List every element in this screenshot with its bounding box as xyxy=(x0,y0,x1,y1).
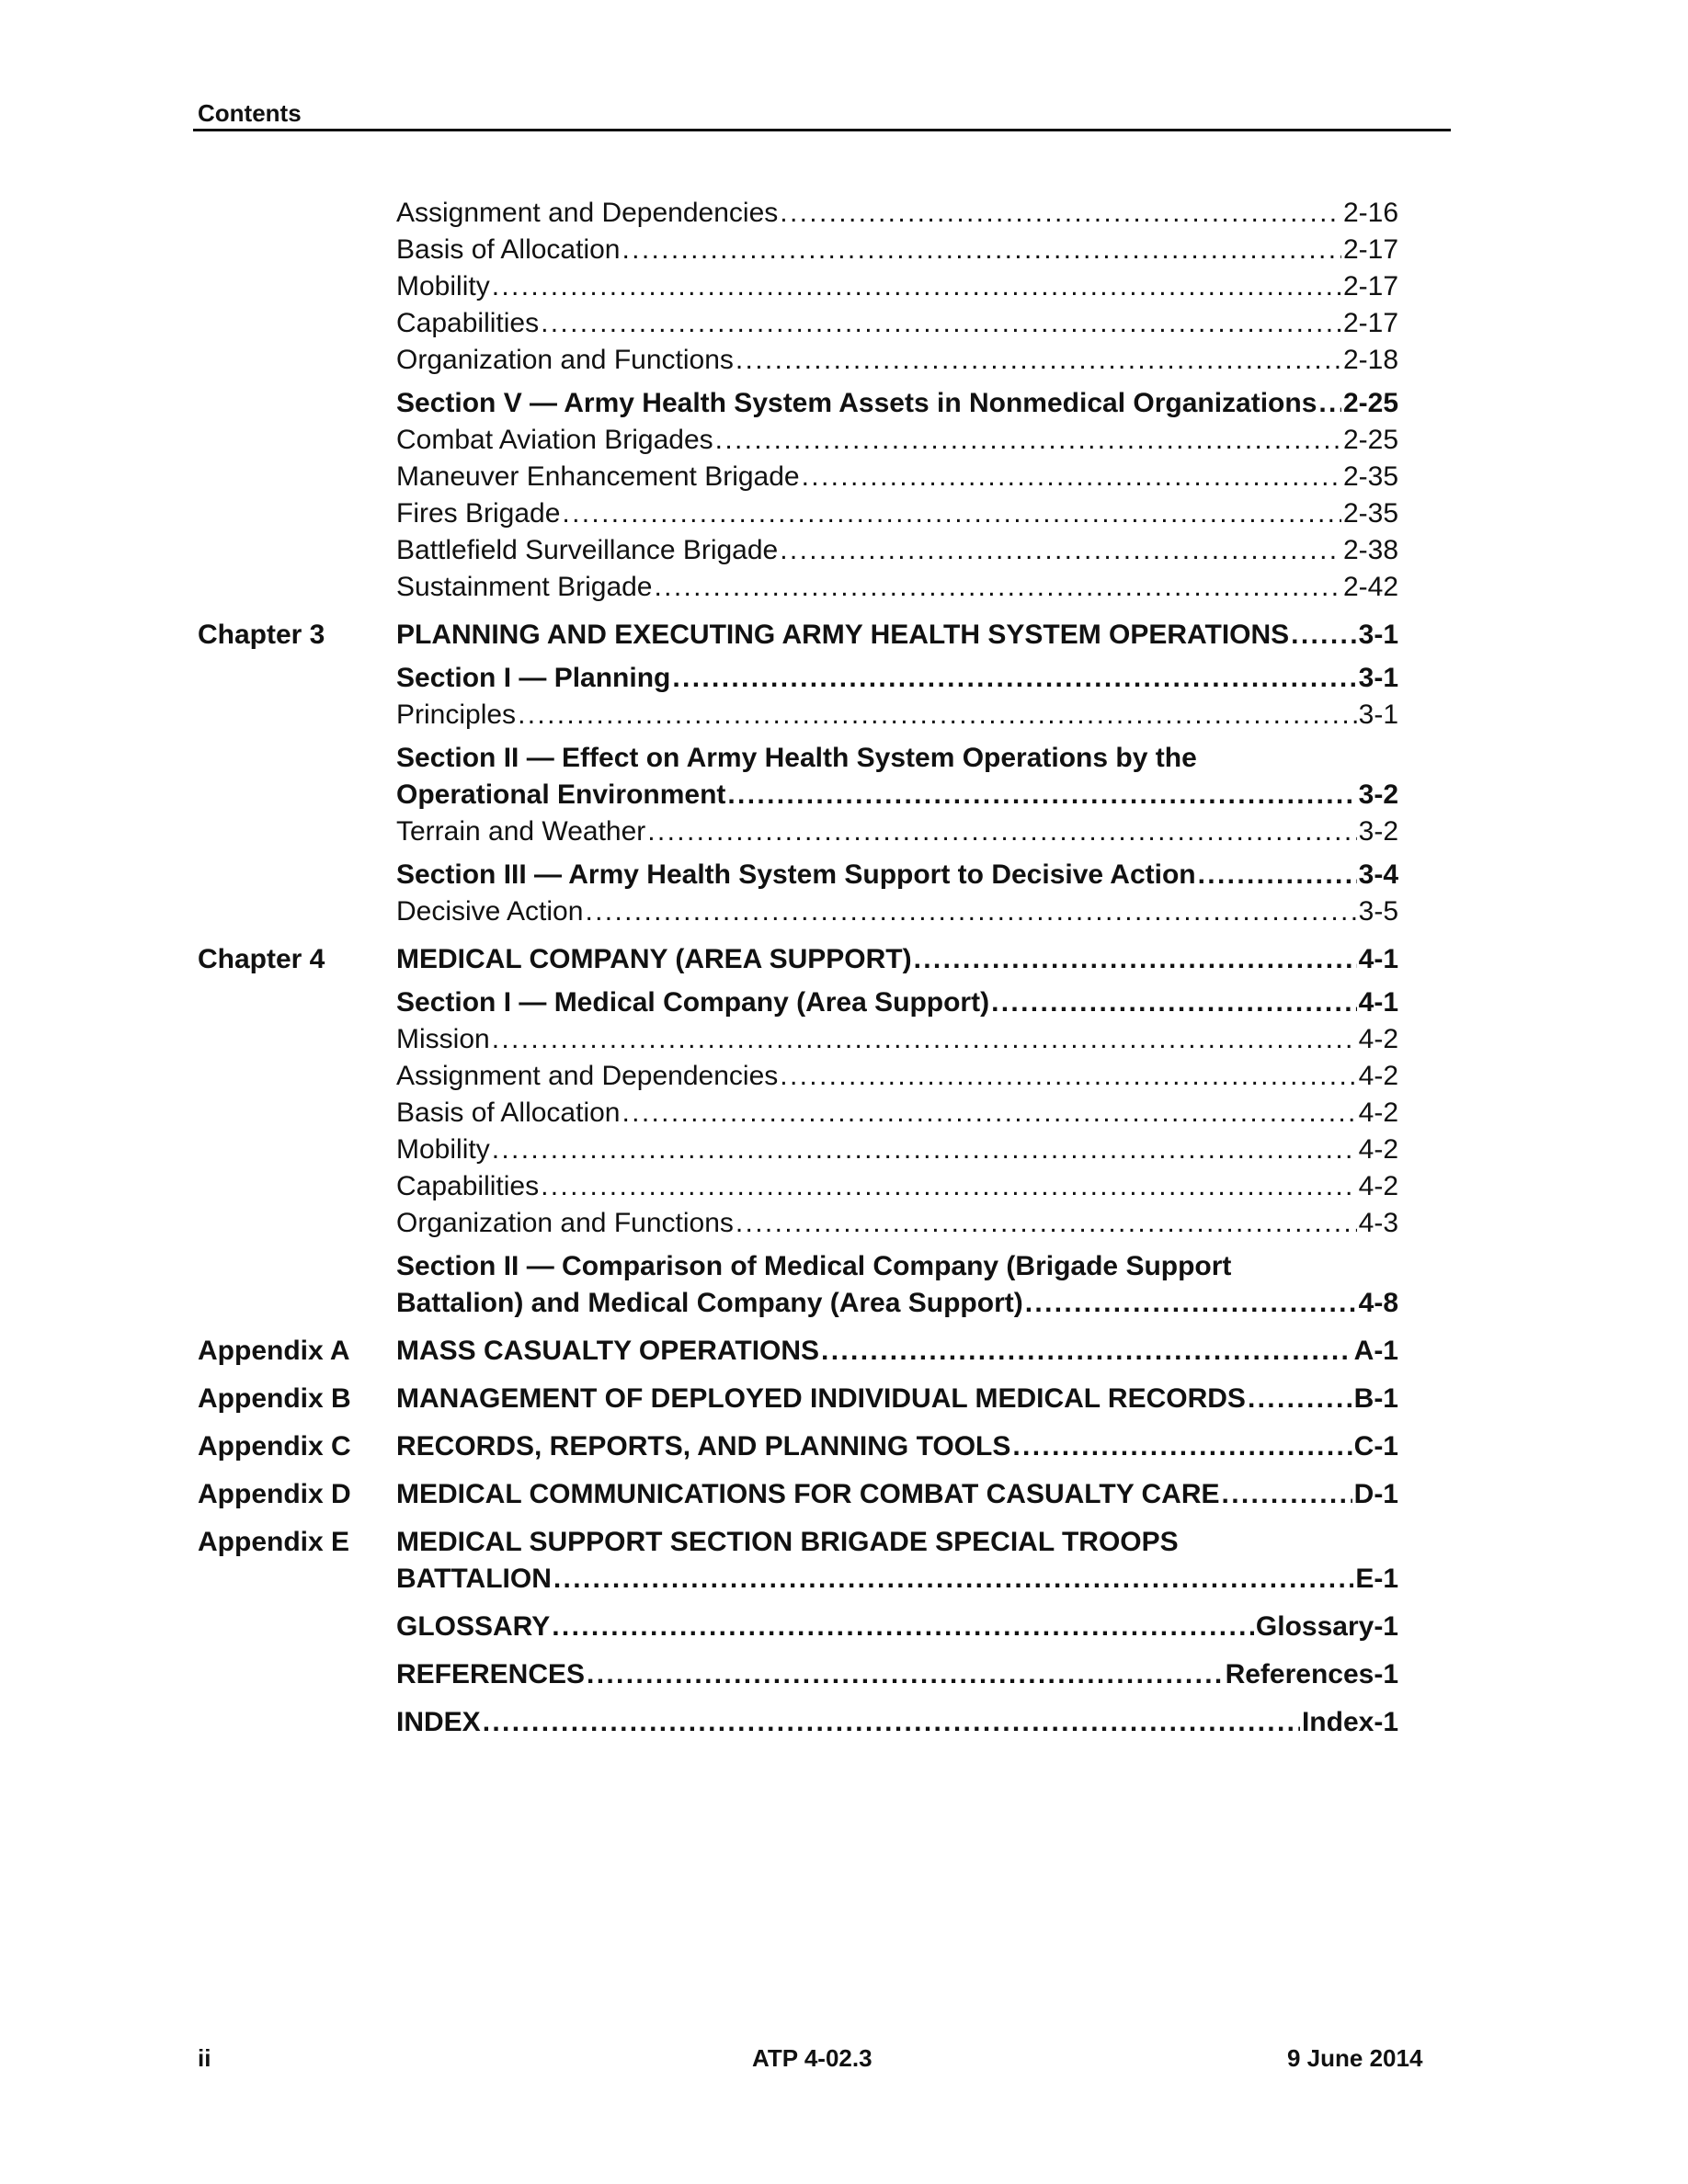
toc-entry-page: 4-2 xyxy=(1358,1061,1398,1091)
dot-leader xyxy=(1198,857,1357,893)
toc-entry-title: Sustainment Brigade xyxy=(396,572,653,602)
toc-section-entry[interactable] xyxy=(198,740,1398,813)
toc-entry-title: Assignment and Dependencies xyxy=(396,1061,779,1091)
dot-leader xyxy=(1012,1428,1352,1465)
toc-backmatter-entry[interactable] xyxy=(198,1704,1398,1741)
toc-entry-title: REFERENCES xyxy=(396,1659,586,1689)
toc-entry-page: 2-17 xyxy=(1342,308,1398,338)
toc-entry-page: D-1 xyxy=(1353,1479,1398,1509)
toc-entry-page: 2-25 xyxy=(1342,425,1398,455)
toc-entry-title: MANAGEMENT OF DEPLOYED INDIVIDUAL MEDICAL RECORDS xyxy=(396,1383,1246,1414)
toc-entry-label: Appendix A xyxy=(198,1336,350,1366)
dot-leader xyxy=(727,777,1356,813)
toc-entry-label: Appendix B xyxy=(198,1383,351,1414)
toc-entry[interactable] xyxy=(198,569,1398,606)
toc-entry-title: MEDICAL COMMUNICATIONS FOR COMBAT CASUALTY CARE xyxy=(396,1479,1220,1509)
dot-leader xyxy=(587,1656,1224,1693)
toc-entry-title: Section I — Planning xyxy=(396,663,671,693)
toc-entry-page: 4-2 xyxy=(1358,1098,1398,1128)
toc-entry-title-line1: Section II — Effect on Army Health System Operations by the xyxy=(396,743,1197,773)
toc-entry-title: MASS CASUALTY OPERATIONS xyxy=(396,1336,820,1366)
toc-entry[interactable] xyxy=(198,495,1398,532)
toc-section-entry[interactable] xyxy=(198,984,1398,1021)
dot-leader xyxy=(518,697,1357,734)
toc-entry-title: Section I — Medical Company (Area Support) xyxy=(396,987,990,1018)
toc-entry-page: Glossary-1 xyxy=(1255,1611,1398,1642)
toc-appendix-entry[interactable] xyxy=(198,1524,1398,1598)
toc-entry-page: B-1 xyxy=(1353,1383,1398,1414)
toc-entry-page: 2-18 xyxy=(1342,345,1398,375)
dot-leader xyxy=(553,1561,1353,1598)
toc-entry-page: 4-1 xyxy=(1358,987,1398,1018)
toc-entry-page: 2-17 xyxy=(1342,234,1398,265)
toc-entry-page: 2-25 xyxy=(1342,388,1398,418)
toc-entry[interactable] xyxy=(198,1168,1398,1205)
toc-entry[interactable] xyxy=(198,459,1398,495)
dot-leader xyxy=(780,532,1341,569)
toc-section-entry[interactable] xyxy=(198,1248,1398,1322)
toc-entry-page: 4-3 xyxy=(1358,1208,1398,1238)
footer-page-number: ii xyxy=(198,2044,211,2072)
dot-leader xyxy=(1248,1381,1352,1417)
toc-appendix-entry[interactable] xyxy=(198,1428,1398,1465)
toc-entry-label: Chapter 4 xyxy=(198,944,325,974)
dot-leader xyxy=(672,660,1356,697)
footer-publication-id: ATP 4-02.3 xyxy=(752,2044,873,2072)
toc-entry[interactable] xyxy=(198,1021,1398,1058)
toc-entry[interactable] xyxy=(198,813,1398,850)
toc-entry[interactable] xyxy=(198,305,1398,342)
toc-entry-page: 3-5 xyxy=(1358,896,1398,927)
toc-backmatter-entry[interactable] xyxy=(198,1656,1398,1693)
dot-leader xyxy=(655,569,1341,606)
toc-entry-title: Capabilities xyxy=(396,308,540,338)
running-header-title: Contents xyxy=(198,99,302,127)
toc-entry[interactable] xyxy=(198,1205,1398,1242)
toc-entry-title: Organization and Functions xyxy=(396,1208,734,1238)
toc-entry-page: 3-1 xyxy=(1358,620,1398,650)
toc-entry-page: C-1 xyxy=(1353,1431,1398,1462)
toc-entry-title: Fires Brigade xyxy=(396,498,561,529)
dot-leader xyxy=(1318,385,1341,422)
dot-leader xyxy=(622,232,1340,268)
toc-entry-page: 2-35 xyxy=(1342,461,1398,492)
toc-entry-title: Decisive Action xyxy=(396,896,584,927)
toc-appendix-entry[interactable] xyxy=(198,1476,1398,1513)
toc-entry[interactable] xyxy=(198,893,1398,930)
toc-entry-page: References-1 xyxy=(1225,1659,1398,1689)
toc-entry-label: Appendix C xyxy=(198,1431,351,1462)
toc-backmatter-entry[interactable] xyxy=(198,1609,1398,1645)
toc-entry-title-line1: Section II — Comparison of Medical Company (Brigade Support xyxy=(396,1251,1232,1281)
toc-entry-title: Maneuver Enhancement Brigade xyxy=(396,461,800,492)
dot-leader xyxy=(1025,1285,1357,1322)
toc-entry-page: 4-8 xyxy=(1358,1288,1398,1318)
toc-section-entry[interactable] xyxy=(198,385,1398,422)
toc-entry-title: Basis of Allocation xyxy=(396,1098,621,1128)
toc-entry-title: GLOSSARY xyxy=(396,1611,551,1642)
toc-section-entry[interactable] xyxy=(198,660,1398,697)
toc-entry[interactable] xyxy=(198,232,1398,268)
toc-entry-title-line1: MEDICAL SUPPORT SECTION BRIGADE SPECIAL TROOPS xyxy=(396,1527,1179,1557)
toc-entry[interactable] xyxy=(198,268,1398,305)
toc-entry[interactable] xyxy=(198,195,1398,232)
toc-entry-title: INDEX xyxy=(396,1707,481,1737)
header-rule xyxy=(193,129,1451,131)
toc-entry-title: RECORDS, REPORTS, AND PLANNING TOOLS xyxy=(396,1431,1011,1462)
dot-leader xyxy=(492,268,1341,305)
toc-entry-title: Combat Aviation Brigades xyxy=(396,425,713,455)
dot-leader xyxy=(541,1168,1357,1205)
dot-leader xyxy=(802,459,1341,495)
toc-entry[interactable] xyxy=(198,1095,1398,1132)
dot-leader xyxy=(914,941,1357,978)
toc-entry-page: 2-16 xyxy=(1342,198,1398,228)
toc-entry-page: 4-2 xyxy=(1358,1171,1398,1201)
toc-entry-page: 4-2 xyxy=(1358,1134,1398,1165)
toc-entry-page: 4-2 xyxy=(1358,1024,1398,1054)
toc-entry-title: Battalion) and Medical Company (Area Support) xyxy=(396,1288,1023,1318)
dot-leader xyxy=(492,1132,1357,1168)
dot-leader xyxy=(736,1205,1357,1242)
footer-date: 9 June 2014 xyxy=(1287,2044,1423,2072)
toc-chapter-entry[interactable] xyxy=(198,941,1398,978)
dot-leader xyxy=(585,893,1356,930)
dot-leader xyxy=(1222,1476,1352,1513)
dot-leader xyxy=(780,1058,1356,1095)
toc-entry-page: Index-1 xyxy=(1301,1707,1398,1737)
toc-entry-title: Operational Environment xyxy=(396,779,726,810)
dot-leader xyxy=(647,813,1356,850)
toc-entry-title: BATTALION xyxy=(396,1564,552,1594)
dot-leader xyxy=(736,342,1341,379)
toc-entry-title: Principles xyxy=(396,700,517,730)
toc-chapter-entry[interactable] xyxy=(198,617,1398,654)
toc-entry-page: 3-2 xyxy=(1358,816,1398,847)
dot-leader xyxy=(1291,617,1356,654)
toc-section-entry[interactable] xyxy=(198,857,1398,893)
toc-entry-page: 3-1 xyxy=(1358,700,1398,730)
dot-leader xyxy=(622,1095,1356,1132)
toc-entry-label: Appendix E xyxy=(198,1527,350,1557)
dot-leader xyxy=(541,305,1341,342)
toc-entry-page: 2-38 xyxy=(1342,535,1398,565)
toc-entry-page: E-1 xyxy=(1355,1564,1398,1594)
toc-entry-title: Capabilities xyxy=(396,1171,540,1201)
toc-entry[interactable] xyxy=(198,342,1398,379)
toc-entry-title: Mission xyxy=(396,1024,490,1054)
toc-appendix-entry[interactable] xyxy=(198,1381,1398,1417)
toc-entry-title: Organization and Functions xyxy=(396,345,734,375)
toc-appendix-entry[interactable] xyxy=(198,1333,1398,1370)
toc-entry-title: Section V — Army Health System Assets in Nonmedical Organizations xyxy=(396,388,1317,418)
toc-entry[interactable] xyxy=(198,1058,1398,1095)
toc-entry-page: 3-4 xyxy=(1358,859,1398,890)
dot-leader xyxy=(552,1609,1254,1645)
toc-entry-label: Appendix D xyxy=(198,1479,351,1509)
table-of-contents xyxy=(198,195,1398,1741)
dot-leader xyxy=(492,1021,1357,1058)
toc-entry-page: 2-42 xyxy=(1342,572,1398,602)
dot-leader xyxy=(991,984,1357,1021)
toc-entry-title: Mobility xyxy=(396,1134,490,1165)
toc-entry-page: 4-1 xyxy=(1358,944,1398,974)
toc-entry-title: MEDICAL COMPANY (AREA SUPPORT) xyxy=(396,944,912,974)
toc-entry-page: A-1 xyxy=(1353,1336,1398,1366)
toc-entry-title: Mobility xyxy=(396,271,490,301)
toc-entry-page: 3-1 xyxy=(1358,663,1398,693)
dot-leader xyxy=(821,1333,1352,1370)
toc-entry[interactable] xyxy=(198,697,1398,734)
toc-entry-title: Assignment and Dependencies xyxy=(396,198,779,228)
toc-entry-page: 2-17 xyxy=(1342,271,1398,301)
toc-entry-title: Basis of Allocation xyxy=(396,234,621,265)
toc-entry-page: 2-35 xyxy=(1342,498,1398,529)
toc-entry[interactable] xyxy=(198,532,1398,569)
toc-entry[interactable] xyxy=(198,1132,1398,1168)
toc-entry-label: Chapter 3 xyxy=(198,620,325,650)
dot-leader xyxy=(483,1704,1300,1741)
dot-leader xyxy=(562,495,1341,532)
dot-leader xyxy=(715,422,1341,459)
dot-leader xyxy=(780,195,1341,232)
toc-entry-title: PLANNING AND EXECUTING ARMY HEALTH SYSTEM OPERATIONS xyxy=(396,620,1290,650)
toc-entry-title: Battlefield Surveillance Brigade xyxy=(396,535,779,565)
toc-entry-title: Section III — Army Health System Support to Decisive Action xyxy=(396,859,1196,890)
toc-entry[interactable] xyxy=(198,422,1398,459)
toc-entry-page: 3-2 xyxy=(1358,779,1398,810)
toc-entry-title: Terrain and Weather xyxy=(396,816,646,847)
